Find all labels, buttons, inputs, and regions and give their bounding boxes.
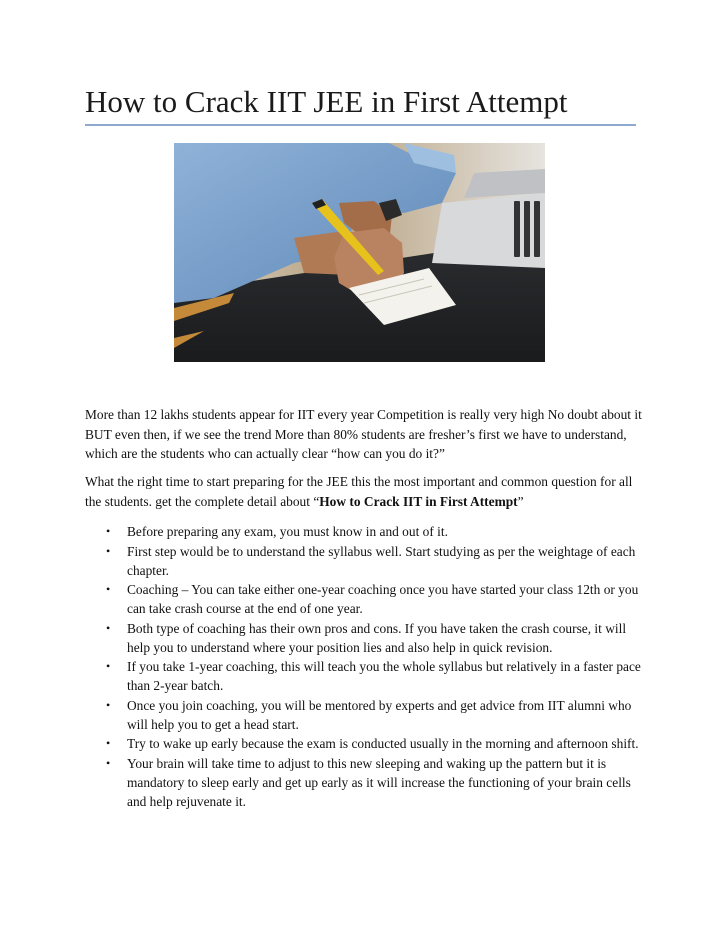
bullet-icon: • — [106, 755, 111, 770]
page-title: How to Crack IIT JEE in First Attempt — [85, 84, 568, 119]
list-item-text: Once you join coaching, you will be mentored by experts and get advice from IIT alumni who will help you to get a head start. — [127, 697, 632, 732]
list-item — [85, 657, 645, 695]
highlighted-topic: How to Crack IIT in First Attempt — [319, 493, 518, 509]
bullet-icon: • — [106, 543, 111, 558]
list-item — [85, 542, 645, 580]
list-item-text: Try to wake up early because the exam is conducted usually in the morning and afternoon shift. — [127, 736, 639, 751]
bullet-icon: • — [106, 659, 111, 673]
list-item-text: Coaching – You can take either one-year coaching once you have started your class 12th or you can take crash course at the end of one year. — [127, 582, 639, 616]
list-item — [85, 696, 645, 734]
list-item-text: Both type of coaching has their own pros and cons. If you have taken the crash course, it will help you to understand where your position lies and also help in quick revision. — [127, 620, 627, 655]
bullet-icon: • — [106, 697, 111, 712]
list-item-text: First step would be to understand the syllabus well. Start studying as per the weightage of each chapter. — [127, 543, 636, 578]
intro-paragraph: More than 12 lakhs students appear for IIT every year Competition is really very high No doubt about it BUT even then, if we see the trend More than 80% students are fresher’s first we have to understand, which are the students who can actually clear “how can you do it?” — [85, 407, 642, 461]
bullet-icon: • — [106, 524, 111, 538]
tips-list — [85, 522, 645, 811]
question-paragraph — [85, 472, 645, 511]
list-item-text: Your brain will take time to adjust to this new sleeping and waking up the pattern but it is mandatory to sleep early and get up early as it will increase the functioning of your brain cells and help rejuvenate it. — [127, 755, 631, 809]
list-item — [85, 734, 645, 753]
closing-quote: ” — [517, 493, 524, 509]
bullet-icon: • — [106, 736, 111, 750]
list-item — [85, 619, 645, 657]
list-item-text: If you take 1-year coaching, this will teach you the whole syllabus but relatively in a faster pace than 2-year batch. — [127, 659, 641, 693]
list-item — [85, 522, 645, 541]
question-paragraph-text: What the right time to start preparing for the JEE this the most important and common question for all the students. get the complete detail about “ — [85, 474, 633, 509]
student-writing-photo — [174, 143, 545, 362]
list-item — [85, 754, 645, 811]
bullet-icon: • — [106, 582, 111, 596]
list-item — [85, 580, 645, 618]
bullet-icon: • — [106, 620, 111, 635]
list-item-text: Before preparing any exam, you must know in and out of it. — [127, 524, 448, 539]
title-underline — [85, 124, 636, 126]
